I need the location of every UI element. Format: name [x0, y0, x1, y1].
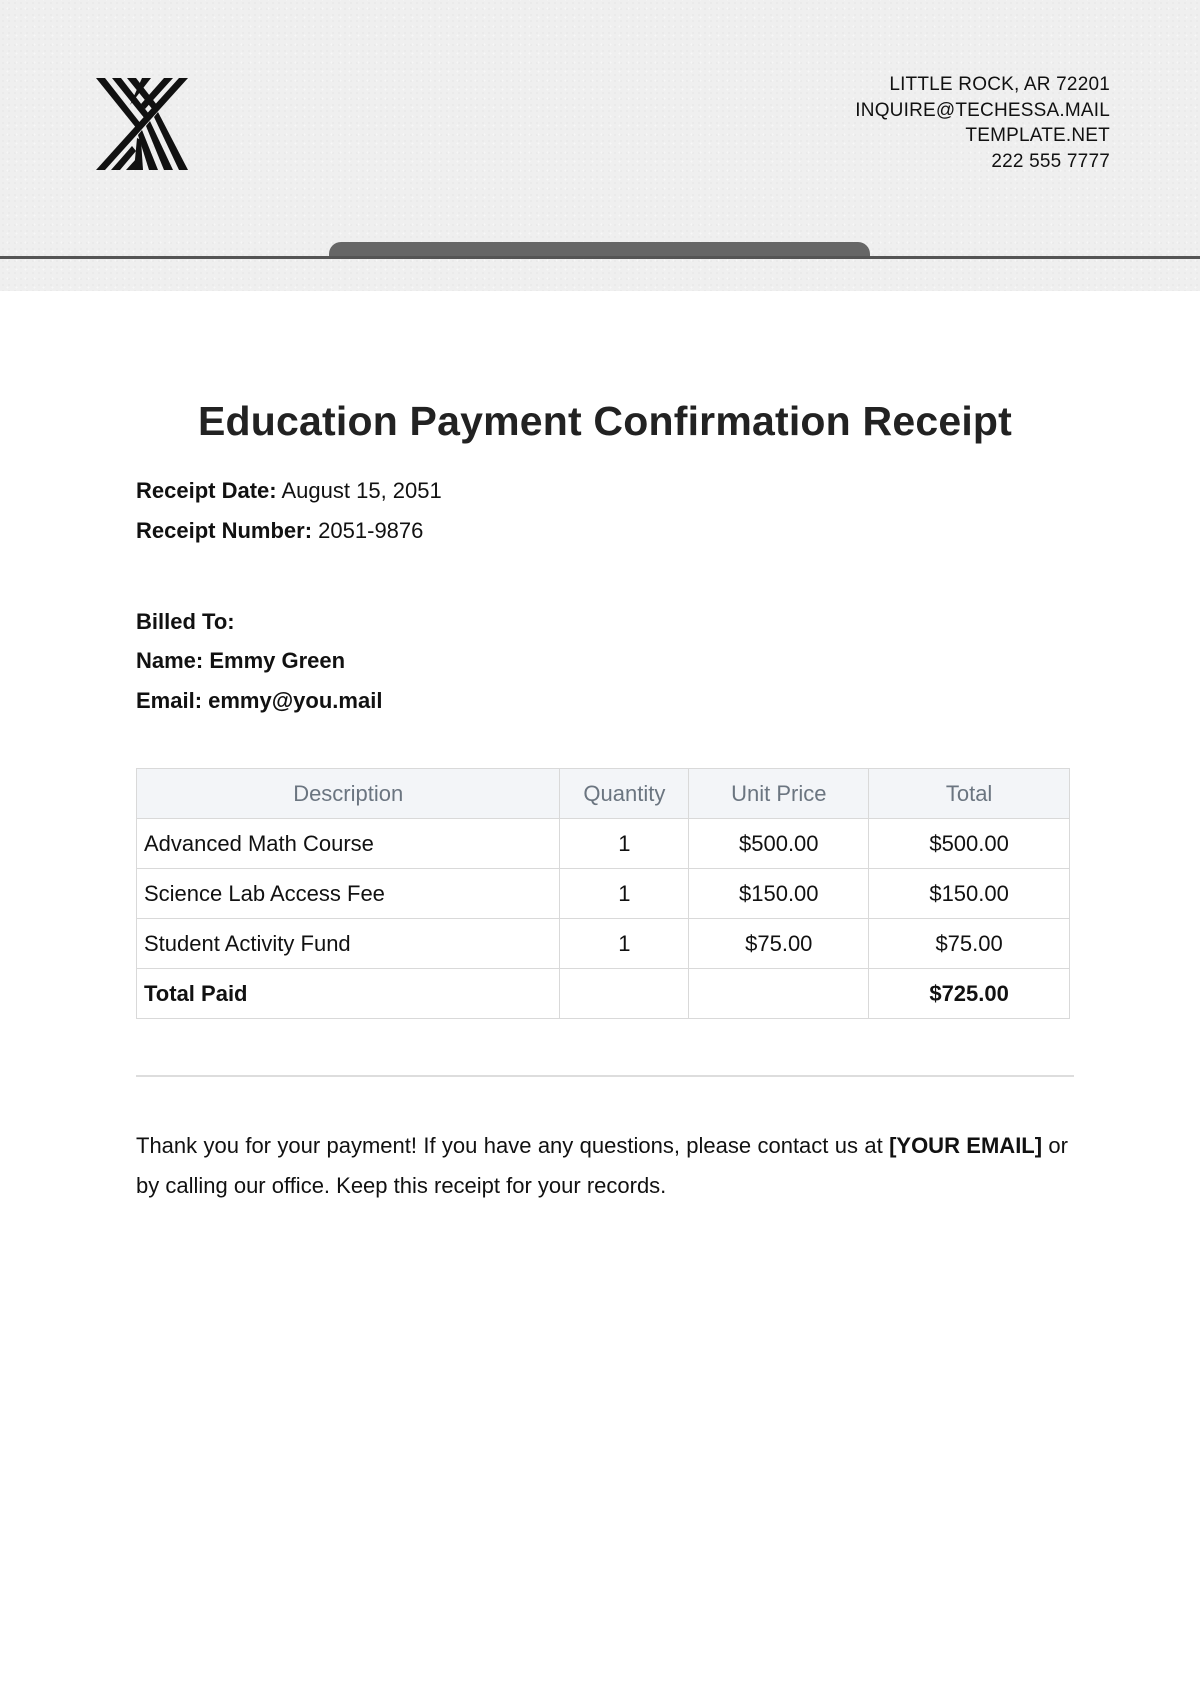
billed-to-name: Name: Emmy Green [136, 648, 346, 673]
receipt-number-line [136, 518, 423, 544]
contact-phone: 222 555 7777 [991, 150, 1110, 172]
total-quantity-cell [560, 969, 689, 1019]
item-unit-price: $75.00 [689, 919, 869, 969]
contact-address: LITTLE ROCK, AR 72201 [889, 74, 1110, 95]
letterhead-header [0, 0, 1200, 291]
column-header-quantity: Quantity [560, 769, 689, 819]
table-total-row [137, 969, 1070, 1019]
note-text-before: Thank you for your payment! If you have any questions, please contact us at [136, 1133, 890, 1158]
document-title: Education Payment Confirmation Receipt [197, 398, 1013, 444]
x-logo-icon [96, 78, 188, 170]
receipt-date-label: Receipt Date: [136, 478, 277, 503]
section-divider [136, 1075, 1074, 1077]
item-quantity: 1 [560, 819, 689, 869]
table-row [137, 819, 1070, 869]
billed-to-heading: Billed To: [136, 609, 235, 634]
payment-items-table [136, 768, 1070, 1019]
column-header-description: Description [137, 769, 560, 819]
header-rule [0, 256, 1200, 259]
receipt-date-value: August 15, 2051 [281, 478, 442, 503]
receipt-number-label: Receipt Number: [136, 518, 313, 543]
item-description: Student Activity Fund [137, 919, 560, 969]
item-description: Advanced Math Course [137, 819, 560, 869]
item-quantity: 1 [560, 919, 689, 969]
contact-website[interactable]: TEMPLATE.NET [965, 125, 1110, 146]
contact-email[interactable]: INQUIRE@TECHESSA.MAIL [855, 99, 1110, 121]
item-quantity: 1 [560, 869, 689, 919]
note-text-after: or by calling our office. Keep this receipt for your records. [136, 1133, 1068, 1198]
item-total: $150.00 [869, 869, 1070, 919]
total-unit-price-cell [689, 969, 869, 1019]
item-total: $500.00 [869, 819, 1070, 869]
item-unit-price: $150.00 [689, 869, 869, 919]
billed-to-email: Email: emmy@you.mail [136, 688, 383, 713]
column-header-total: Total [869, 769, 1070, 819]
total-paid-label: Total Paid [137, 969, 560, 1019]
column-header-unit-price: Unit Price [689, 769, 869, 819]
total-paid-amount: $725.00 [869, 969, 1070, 1019]
note-email-placeholder: [YOUR EMAIL] [889, 1133, 1043, 1158]
thank-you-note [136, 1126, 1068, 1206]
table-row [137, 919, 1070, 969]
item-total: $75.00 [869, 919, 1070, 969]
receipt-number-value: 2051-9876 [318, 518, 424, 543]
item-description: Science Lab Access Fee [137, 869, 560, 919]
company-contact-block [855, 72, 1110, 174]
receipt-date-line [136, 478, 442, 504]
item-unit-price: $500.00 [689, 819, 869, 869]
table-row [137, 869, 1070, 919]
table-header-row [137, 769, 1070, 819]
